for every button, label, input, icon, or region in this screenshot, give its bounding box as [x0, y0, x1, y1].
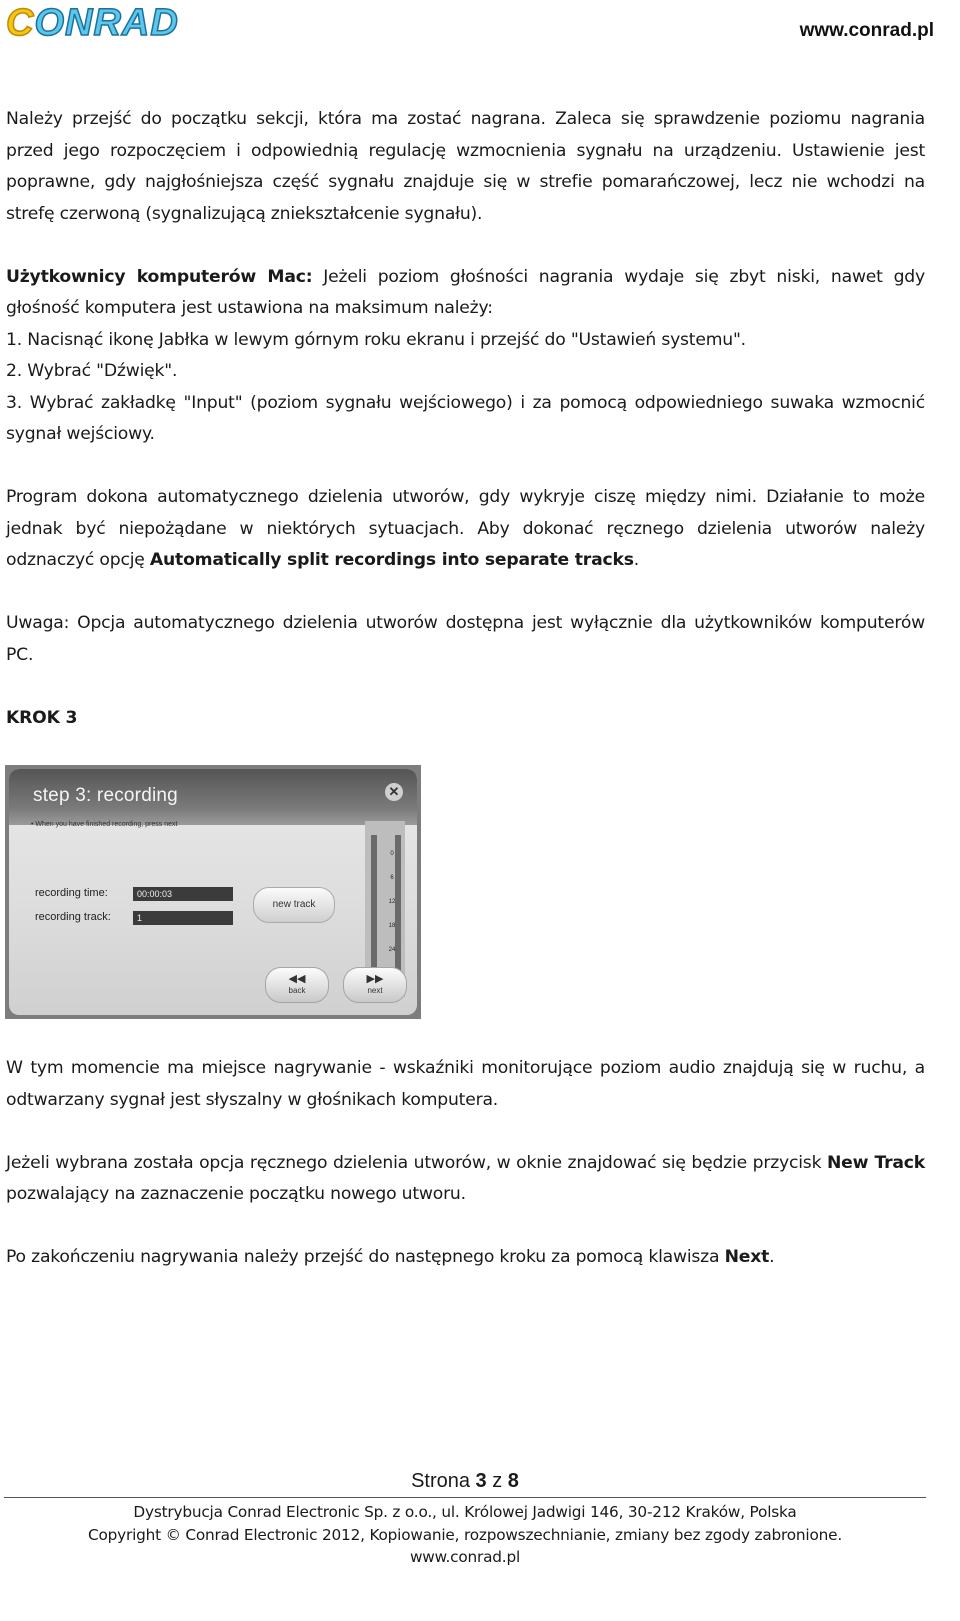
- mac-step-3: 3. Wybrać zakładkę "Input" (poziom sygnału wejściowego) i za pomocą odpowiedniego suwaka wzmocnić sygnał wejściowy.: [6, 392, 925, 444]
- footer-url: www.conrad.pl: [409, 1548, 521, 1566]
- recording-screenshot: [5, 765, 421, 1019]
- next-button: ▶▶ next: [343, 967, 407, 1003]
- dialog-titlebar: [9, 769, 417, 825]
- intro-paragraph: Należy przejść do początku sekcji, która ma zostać nagrana. Zaleca się sprawdzenie poziomu nagrania przed jego rozpoczęciem i odpowiednią regulację wzmocnienia sygnału na urządzeniu. Ustawienie jest poprawne, gdy najgłośniejsza część sygnału znajduje się w strefie pomarańczowej, lecz nie wchodzi na strefę czerwoną (sygnalizującą zniekształcenie sygnału).: [6, 109, 925, 224]
- note-paragraph: Uwaga: Opcja automatycznego dzielenia utworów dostępna jest wyłącznie dla użytkowników komputerów PC.: [6, 613, 925, 665]
- recording-time-label: recording time:: [35, 887, 108, 899]
- conrad-logo: CONRAD: [6, 2, 179, 44]
- recording-paragraph: W tym momencie ma miejsce nagrywanie - wskaźniki monitorujące poziom audio znajdują się w ruchu, a odtwarzany sygnał jest słyszalny w głośnikach komputera.: [6, 1058, 925, 1110]
- level-bar-right: [395, 835, 401, 989]
- dialog-title: step 3: recording: [33, 785, 178, 806]
- document-body: [6, 104, 925, 734]
- close-icon: ✕: [385, 783, 403, 801]
- meter-tick: 0: [390, 851, 394, 857]
- dialog-instruction: • When you have finished recording, press next: [31, 821, 178, 828]
- new-track-term: New Track: [826, 1152, 926, 1173]
- meter-tick: 18: [388, 923, 396, 929]
- footer-divider: [4, 1497, 926, 1498]
- next-term: Next: [724, 1247, 770, 1267]
- next-paragraph: Po zakończeniu nagrywania należy przejść do następnego kroku za pomocą klawisza Next.: [6, 1247, 775, 1267]
- split-paragraph: Program dokona automatycznego dzielenia utworów, gdy wykryje ciszę między nimi. Działanie to może jednak być niepożądane w niektórych sytuacjach. Aby dokonać ręcznego dzielenia utworów należy odznaczyć opcję Automatically split recordings into separate tracks.: [6, 487, 925, 570]
- document-body-continued: [6, 1053, 925, 1274]
- meter-tick: 6: [390, 875, 394, 881]
- new-track-paragraph: Jeżeli wybrana została opcja ręcznego dzielenia utworów, w oknie znajdować się będzie przycisk New Track pozwalający na zaznaczenie początku nowego utworu.: [6, 1152, 926, 1204]
- mac-step-2: 2. Wybrać "Dźwięk".: [6, 361, 178, 381]
- header-url: www.conrad.pl: [799, 20, 934, 41]
- page-number: Strona 3 z 8: [411, 1470, 519, 1492]
- fast-forward-icon: ▶▶: [366, 973, 384, 985]
- level-bar-left: [371, 835, 377, 989]
- footer-copyright: Copyright © Conrad Electronic 2012, Kopiowanie, rozpowszechnianie, zmiany bez zgody zabronione.: [87, 1525, 842, 1544]
- page-footer: [0, 1501, 930, 1569]
- recording-track-value: 1: [133, 911, 233, 925]
- meter-tick: 24: [388, 947, 396, 953]
- meter-tick: 12: [388, 899, 396, 905]
- recording-track-label: recording track:: [35, 911, 111, 923]
- footer-distribution: Dystrybucja Conrad Electronic Sp. z o.o., ul. Królowej Jadwigi 146, 30-212 Kraków, Polska: [133, 1503, 797, 1521]
- recording-dialog: [9, 769, 417, 1015]
- mac-step-1: 1. Nacisnąć ikonę Jabłka w lewym górnym roku ekranu i przejść do "Ustawień systemu".: [6, 329, 746, 350]
- split-text: Program dokona automatycznego dzielenia utworów, gdy wykryje ciszę między nimi. Działanie to może jednak być niepożądane w niektórych sytuacjach. Aby dokonać ręcznego dzielenia utworów należy odznaczyć opcję: [6, 487, 925, 570]
- new-track-button: new track: [253, 887, 335, 923]
- split-option-name: Automatically split recordings into separate tracks: [149, 550, 634, 570]
- back-button: ◀◀ back: [265, 967, 329, 1003]
- section-heading: KROK 3: [6, 707, 78, 728]
- rewind-icon: ◀◀: [288, 973, 306, 985]
- recording-time-value: 00:00:03: [133, 887, 233, 901]
- page-header: [0, 0, 960, 60]
- mac-text: Jeżeli poziom głośności nagrania wydaje się zbyt niski, nawet gdy głośność komputera jest ustawiona na maksimum należy:: [6, 266, 925, 318]
- mac-heading: Użytkownicy komputerów Mac:: [6, 266, 313, 287]
- mac-paragraph: [6, 262, 925, 325]
